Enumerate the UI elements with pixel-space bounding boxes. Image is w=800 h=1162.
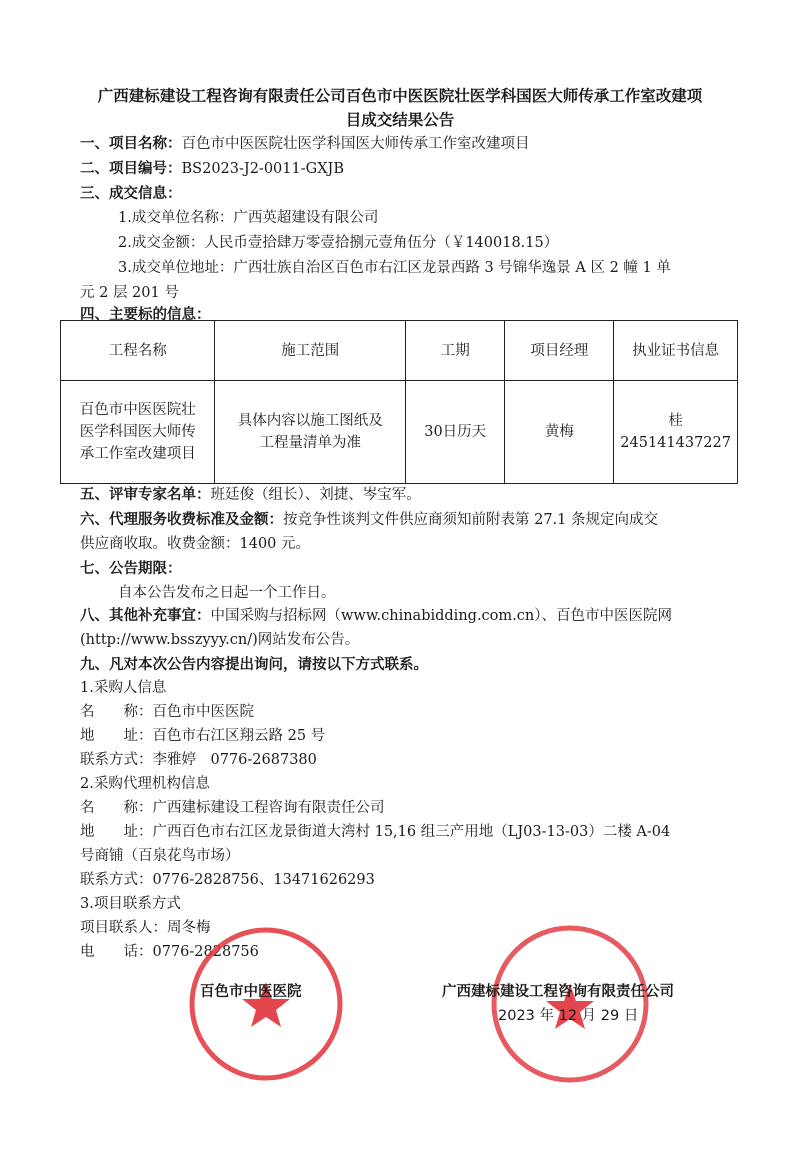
hospital-seal-icon <box>186 924 346 1084</box>
signature-date: 2023 年 12 月 29 日 <box>498 1008 639 1024</box>
agency-address-cont: 号商铺（百泉花鸟市场） <box>80 848 240 864</box>
project-contact-phone: 电 话：0776-2828756 <box>80 944 259 960</box>
section-project-name: 一、项目名称：百色市中医医院壮医学科国医大师传承工作室改建项目 <box>80 136 530 152</box>
purchaser-address: 地 址：百色市右江区翔云路 25 号 <box>80 728 326 744</box>
project-contact-person: 项目联系人：周冬梅 <box>80 920 211 936</box>
table-cell: 具体内容以施工图纸及 工程量清单为准 <box>215 381 406 484</box>
section-fee-cont: 供应商收取。收费金额：1400 元。 <box>80 536 311 552</box>
agency-contact: 联系方式：0776-2828756、13471626293 <box>80 872 375 888</box>
agency-heading: 2.采购代理机构信息 <box>80 776 210 792</box>
deal-address-cont: 元 2 层 201 号 <box>80 285 179 301</box>
table-cell: 桂 245141437227 <box>614 381 738 484</box>
col-header: 施工范围 <box>215 321 406 381</box>
deal-winner: 1.成交单位名称：广西英超建设有限公司 <box>118 210 379 226</box>
purchaser-heading: 1.采购人信息 <box>80 680 167 696</box>
col-header: 项目经理 <box>505 321 614 381</box>
section-other-cont: (http://www.bsszyyy.cn/)网站发布公告。 <box>80 632 360 648</box>
section-project-number: 二、项目编号：BS2023-J2-0011-GXJB <box>80 161 345 177</box>
page-title: 广西建标建设工程咨询有限责任公司百色市中医医院壮医学科国医大师传承工作室改建项 目成交结果公告 <box>97 87 703 129</box>
table-header-row <box>61 321 738 381</box>
section-main-target-heading: 四、主要标的信息： <box>80 307 211 323</box>
hospital-signature: 百色市中医医院 <box>200 984 302 1000</box>
table-cell: 黄梅 <box>505 381 614 484</box>
agency-address: 地 址：广西百色市右江区龙景街道大湾村 15,16 组三产用地（LJ03-13-03）二楼 A-04 <box>80 824 671 840</box>
project-contact-heading: 3.项目联系方式 <box>80 896 181 912</box>
deal-amount: 2.成交金额：人民币壹拾肆万零壹拾捌元壹角伍分（￥140018.15） <box>118 235 559 251</box>
section-deal-info-heading: 三、成交信息： <box>80 186 182 202</box>
section-other: 八、其他补充事宜：中国采购与招标网（www.chinabidding.com.cn）、百色市中医医院网 <box>80 608 672 624</box>
purchaser-contact: 联系方式：李雅婷 0776-2687380 <box>80 752 317 768</box>
section-contact-heading: 九、凡对本次公告内容提出询问，请按以下方式联系。 <box>80 657 428 673</box>
deal-address: 3.成交单位地址：广西壮族自治区百色市右江区龙景西路 3 号锦华逸景 A 区 2 幢 1 单 <box>118 260 671 276</box>
section-experts: 五、评审专家名单：班廷俊（组长）、刘捷、岑宝军。 <box>80 487 421 503</box>
section-period-heading: 七、公告期限： <box>80 561 182 577</box>
agency-signature: 广西建标建设工程咨询有限责任公司 <box>442 984 674 1000</box>
announcement-period: 自本公告发布之日起一个工作日。 <box>118 585 336 601</box>
purchaser-name: 名 称：百色市中医医院 <box>80 704 254 720</box>
agency-name: 名 称：广西建标建设工程咨询有限责任公司 <box>80 800 385 816</box>
section-fee: 六、代理服务收费标准及金额：按竞争性谈判文件供应商须知前附表第 27.1 条规定向成交 <box>80 512 659 528</box>
col-header: 工程名称 <box>61 321 215 381</box>
main-target-table <box>60 320 738 484</box>
table-row <box>61 381 738 484</box>
table-cell: 百色市中医医院壮 医学科国医大师传 承工作室改建项目 <box>61 381 215 484</box>
col-header: 工期 <box>405 321 504 381</box>
col-header: 执业证书信息 <box>614 321 738 381</box>
table-cell: 30日历天 <box>405 381 504 484</box>
